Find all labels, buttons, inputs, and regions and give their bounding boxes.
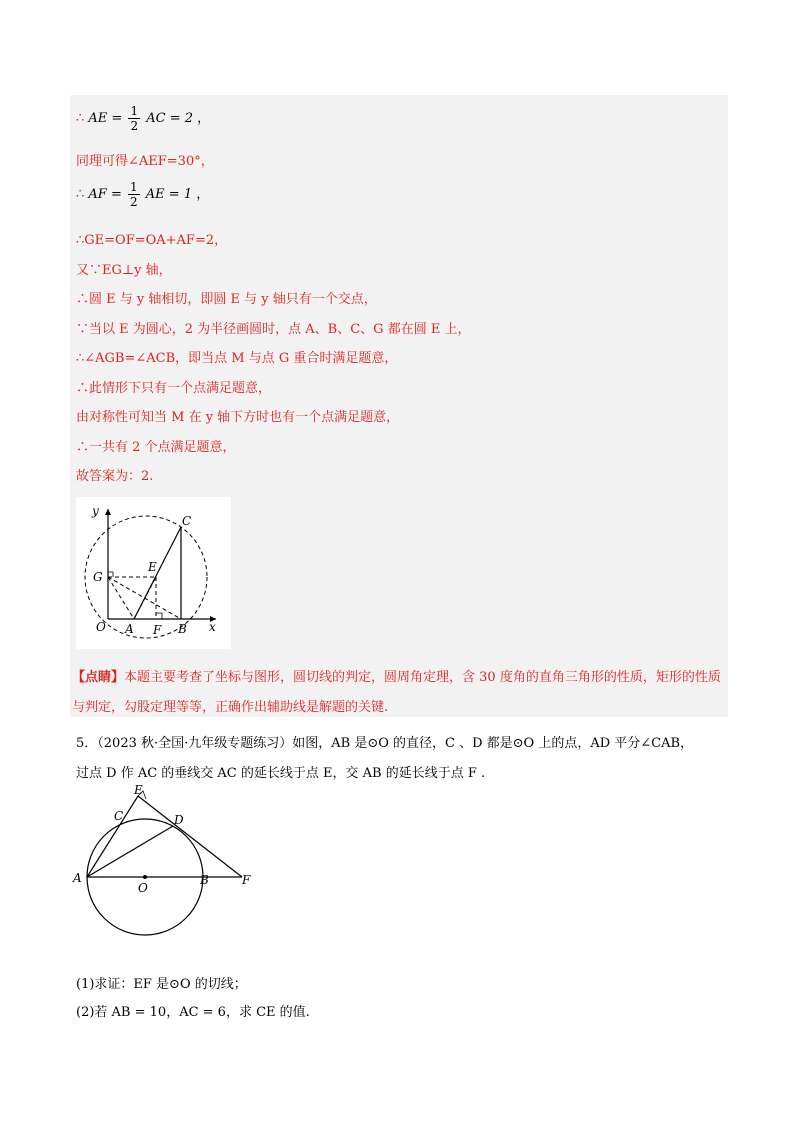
solution-line-6: ∴圆 E 与 y 轴相切，即圆 E 与 y 轴只有一个交点， [76, 292, 377, 307]
solution-line-5: 又∵EG⊥y 轴， [76, 263, 172, 278]
problem-5-question-1: (1)求证：EF 是⊙O 的切线； [76, 977, 247, 992]
label-o: O [96, 620, 106, 634]
solution-line-7: ∵当以 E 为圆心，2 为半径画圆时，点 A、B、C、G 都在圆 E 上， [76, 322, 471, 337]
key-point-text: 本题主要考查了坐标与图形，圆切线的判定，圆周角定理，含 30 度角的直角三角形的性质，矩形的性质与判定，勾股定理等等，正确作出辅助线是解题的关键. [72, 670, 721, 715]
therefore-symbol: ∴ [76, 111, 85, 126]
y-axis-arrow-icon [105, 509, 111, 515]
solution-line-2: 同理可得∠AEF=30°， [76, 154, 214, 169]
key-point-note [72, 663, 722, 723]
right-angle-mark-g [108, 572, 113, 577]
label-x: x [209, 620, 216, 634]
solution-line-11: ∴一共有 2 个点满足题意， [76, 440, 236, 455]
problem-5-question-2: (2)若 AB = 10，AC = 6，求 CE 的值. [76, 1005, 310, 1020]
problem-5-header: 5．（2023 秋·全国·九年级专题练习）如图，AB 是⊙O 的直径，C 、D 都是⊙O 上的点，AD 平分∠CAB， [76, 736, 694, 751]
label-b: B [200, 873, 209, 887]
equation-af-rhs: AE = 1 [145, 187, 193, 202]
equation-ae-lhs: AE = [88, 111, 123, 126]
fraction-numerator: 1 [130, 180, 138, 194]
solution-line-4: ∴GE=OF=OA+AF=2， [76, 233, 228, 248]
label-b: B [178, 622, 187, 636]
therefore-symbol: ∴ [76, 187, 85, 202]
equation-af-lhs: AF = [88, 187, 122, 202]
label-c: C [182, 514, 192, 528]
label-y: y [92, 504, 99, 518]
solution-line-12: 故答案为：2. [76, 469, 154, 484]
label-d: D [174, 813, 184, 827]
fraction-denominator: 2 [130, 119, 139, 133]
label-e: E [148, 560, 157, 574]
equation-ae-rhs: AC = 2 [146, 111, 194, 126]
key-point-tag: 【点睛】 [72, 670, 125, 685]
center-point-o [143, 875, 147, 879]
geometry-figure-coordinate [76, 497, 231, 649]
fraction-denominator: 2 [130, 195, 138, 209]
label-o: O [138, 881, 148, 895]
label-e: E [134, 783, 143, 797]
solution-line-9: ∴此情形下只有一个点满足题意， [76, 381, 272, 396]
fraction-one-half [128, 104, 140, 133]
solution-line-10: 由对称性可知当 M 在 y 轴下方时也有一个点满足题意， [76, 410, 400, 425]
problem-5-line-2: 过点 D 作 AC 的垂线交 AC 的延长线于点 E，交 AB 的延长线于点 F . [76, 766, 486, 781]
label-a: A [125, 622, 134, 636]
label-g: G [93, 570, 103, 584]
label-f: F [242, 873, 251, 887]
geometry-figure-circle-tangent [70, 782, 270, 942]
right-angle-mark-f [156, 613, 162, 619]
fraction-numerator: 1 [130, 104, 139, 118]
segment-ae [87, 796, 138, 877]
solution-line-1 [76, 104, 210, 133]
label-c: C [114, 809, 124, 823]
segment-ad [87, 826, 173, 877]
punctuation: ， [196, 187, 210, 202]
line-ef [138, 796, 242, 877]
segment-ga [108, 577, 134, 619]
label-f: F [153, 623, 162, 637]
solution-line-3 [76, 180, 209, 209]
solution-line-8: ∴∠AGB=∠ACB，即当点 M 与点 G 重合时满足题意， [76, 351, 398, 366]
punctuation: ， [197, 111, 211, 126]
label-a: A [73, 871, 82, 885]
fraction-one-half [128, 180, 140, 209]
